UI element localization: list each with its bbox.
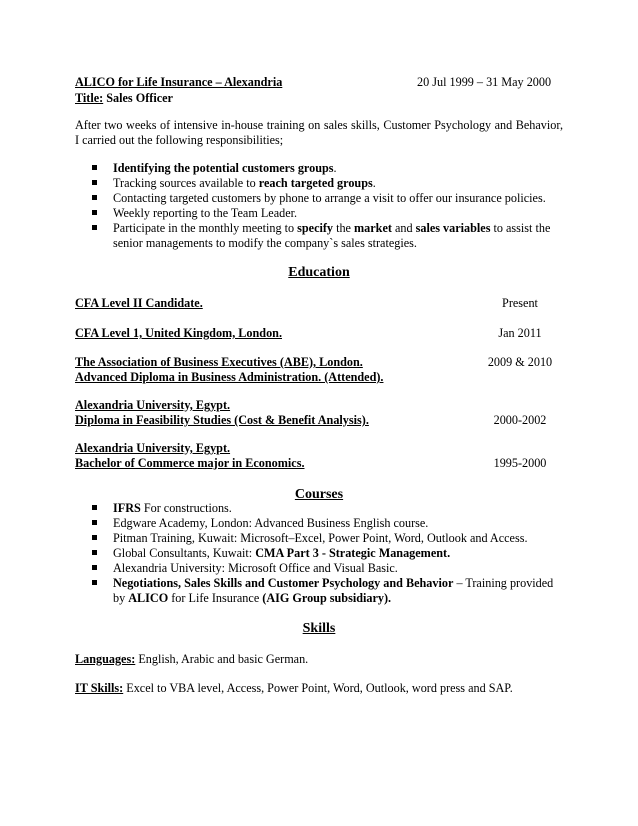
bullet-text: ALICO xyxy=(128,591,169,605)
bullet-square-icon xyxy=(92,225,97,230)
education-entry-date: Jan 2011 xyxy=(498,326,542,340)
education-entry-line1: The Association of Business Executives (ABE), London. xyxy=(75,355,363,369)
education-entry-line1: Alexandria University, Egypt. xyxy=(75,441,231,455)
bullet-text: Identifying the potential customers groups xyxy=(113,161,334,175)
education-entry xyxy=(75,355,563,385)
course-bullet-item xyxy=(90,561,563,576)
courses-bullet-list xyxy=(90,501,563,606)
bullet-text: reach targeted groups xyxy=(258,176,373,190)
bullet-text: and xyxy=(391,221,416,235)
education-entry xyxy=(75,441,563,471)
languages-label: Languages: xyxy=(75,652,136,666)
education-entry-line2: Bachelor of Commerce major in Economics. xyxy=(75,456,305,470)
bullet-square-icon xyxy=(92,210,97,215)
education-entry xyxy=(75,326,563,341)
education-entry-line2: Advanced Diploma in Business Administration. (Attended). xyxy=(75,370,384,384)
bullet-text: sales variables xyxy=(415,221,491,235)
bullet-text: Weekly reporting to the Team Leader. xyxy=(113,206,298,220)
bullet-text: Participate in the monthly meeting to xyxy=(113,221,298,235)
course-bullet-item xyxy=(90,501,563,516)
bullet-text: (AIG Group subsidiary). xyxy=(262,591,392,605)
bullet-text: for Life Insurance xyxy=(168,591,263,605)
bullet-text: specify xyxy=(297,221,334,235)
bullet-square-icon xyxy=(92,180,97,185)
course-bullet-item xyxy=(90,516,563,531)
bullet-text: to assist the senior managements to modify the company`s sales strategies. xyxy=(113,221,551,250)
job-title-label: Title: xyxy=(75,91,104,105)
job-summary: After two weeks of intensive in-house training on sales skills, Customer Psychology and Behavior, I carried out the following responsibilities; xyxy=(75,118,563,147)
bullet-square-icon xyxy=(92,565,97,570)
bullet-text: IFRS xyxy=(113,501,141,515)
job-bullet-item xyxy=(90,206,563,221)
bullet-square-icon xyxy=(92,580,97,585)
bullet-text: Contacting targeted customers by phone to arrange a visit to offer our insurance policies. xyxy=(113,191,546,205)
job-bullet-item xyxy=(90,191,563,206)
courses-heading: Courses xyxy=(294,487,344,502)
education-entry xyxy=(75,296,563,311)
bullet-text: . xyxy=(372,176,376,190)
education-entry-line1: CFA Level II Candidate. xyxy=(75,296,203,310)
bullet-text: CMA Part 3 - Strategic Management. xyxy=(255,546,451,560)
job-header xyxy=(75,75,563,90)
bullet-text: Tracking sources available to xyxy=(113,176,259,190)
education-entry xyxy=(75,398,563,428)
job-bullet-item xyxy=(90,161,563,176)
bullet-text: Edgware Academy, London: Advanced Business English course. xyxy=(113,516,429,530)
education-entry-line2: Diploma in Feasibility Studies (Cost & Benefit Analysis). xyxy=(75,413,369,427)
education-entry-date: 2009 & 2010 xyxy=(487,355,553,369)
bullet-square-icon xyxy=(92,195,97,200)
job-company: ALICO for Life Insurance – Alexandria xyxy=(75,75,283,89)
course-bullet-item xyxy=(90,546,563,561)
job-title-value: Sales Officer xyxy=(103,91,173,105)
bullet-square-icon xyxy=(92,505,97,510)
languages-line xyxy=(75,652,563,667)
job-bullet-item xyxy=(90,221,563,251)
education-entry-line1: Alexandria University, Egypt. xyxy=(75,398,231,412)
bullet-square-icon xyxy=(92,550,97,555)
bullet-square-icon xyxy=(92,165,97,170)
education-entry-line1: CFA Level 1, United Kingdom, London. xyxy=(75,326,282,340)
bullet-text: – Training provided by xyxy=(113,576,554,605)
course-bullet-item xyxy=(90,576,563,606)
job-title xyxy=(75,91,563,106)
bullet-text: market xyxy=(354,221,392,235)
bullet-text: . xyxy=(333,161,337,175)
bullet-square-icon xyxy=(92,520,97,525)
bullet-text: Global Consultants, Kuwait: xyxy=(113,546,256,560)
course-bullet-item xyxy=(90,531,563,546)
it-skills-label: IT Skills: xyxy=(75,681,124,695)
bullet-text: Alexandria University: Microsoft Office and Visual Basic. xyxy=(113,561,398,575)
languages-value: English, Arabic and basic German. xyxy=(135,652,309,666)
bullet-text: Negotiations, Sales Skills and Customer Psychology and Behavior xyxy=(113,576,454,590)
job-dates: 20 Jul 1999 – 31 May 2000 xyxy=(417,75,552,89)
bullet-square-icon xyxy=(92,535,97,540)
education-heading: Education xyxy=(288,265,350,280)
education-entry-date: 2000-2002 xyxy=(493,413,547,427)
job-bullet-item xyxy=(90,176,563,191)
education-entry-date: Present xyxy=(502,296,538,310)
bullet-text: For constructions. xyxy=(140,501,232,515)
education-entry-date: 1995-2000 xyxy=(493,456,547,470)
skills-heading: Skills xyxy=(302,621,336,636)
bullet-text: the xyxy=(333,221,355,235)
bullet-text: Pitman Training, Kuwait: Microsoft–Excel, Power Point, Word, Outlook and Access. xyxy=(113,531,528,545)
it-skills-line xyxy=(75,681,563,696)
it-skills-value: Excel to VBA level, Access, Power Point, Word, Outlook, word press and SAP. xyxy=(123,681,513,695)
job-bullet-list xyxy=(90,161,563,251)
